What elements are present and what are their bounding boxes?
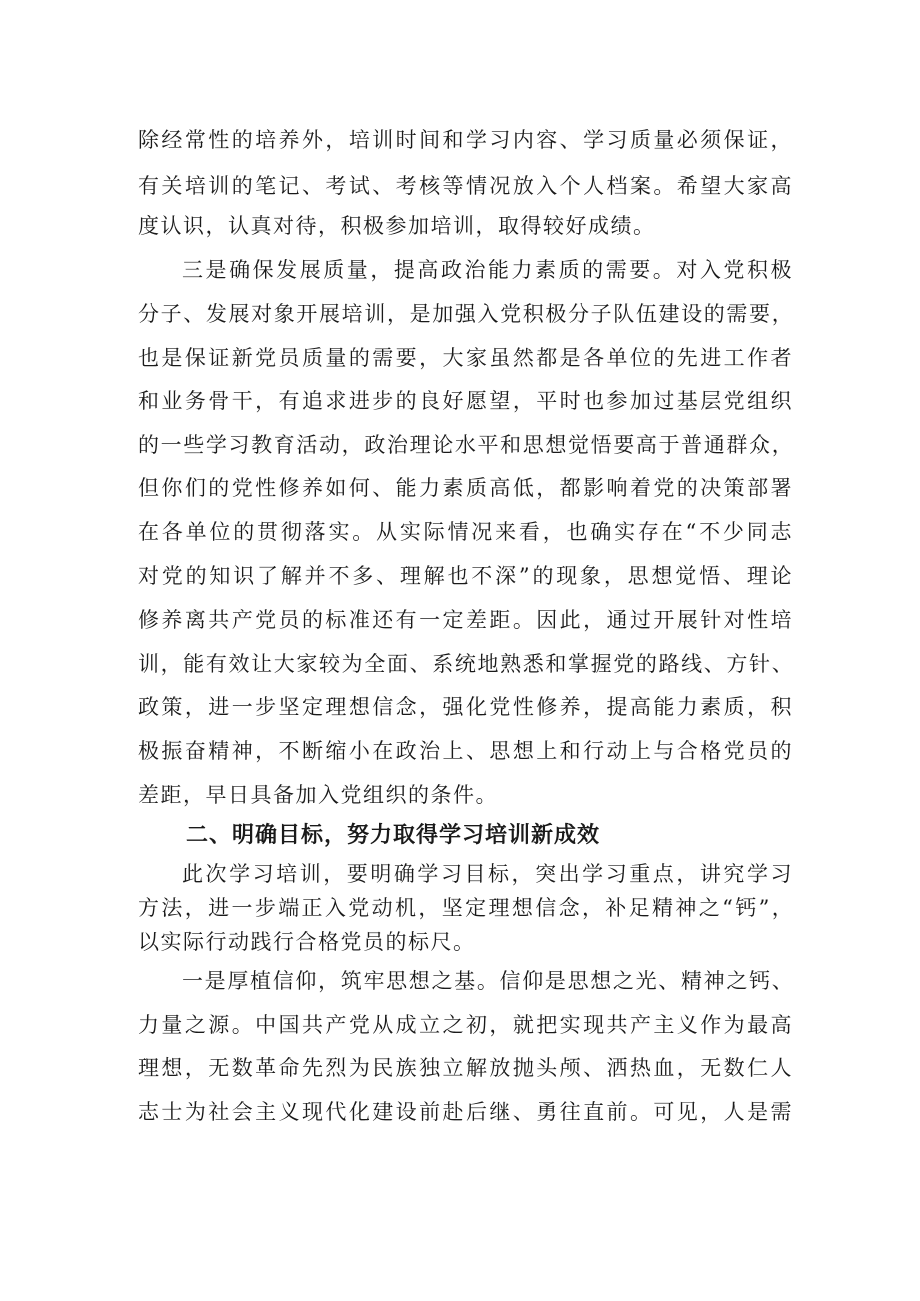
paragraph-line: 以实际行动践行合格党员的标尺。 <box>138 930 476 954</box>
paragraph-line: 分子、发展对象开展培训，是加强入党积极分子队伍建设的需要， <box>138 302 793 326</box>
paragraph-line: 也是保证新党员质量的需要，大家虽然都是各单位的先进工作者 <box>138 346 793 370</box>
paragraph-line: 和业务骨干，有追求进步的良好愿望，平时也参加过基层党组织 <box>138 389 793 413</box>
paragraph-line: 训，能有效让大家较为全面、系统地熟悉和掌握党的路线、方针、 <box>138 652 793 676</box>
paragraph-line: 的一些学习教育活动，政治理论水平和思想觉悟要高于普通群众， <box>138 433 793 457</box>
paragraph-line: 方法，进一步端正入党动机，坚定理想信念，补足精神之“钙”， <box>138 896 793 920</box>
paragraph-line: 修养离共产党员的标准还有一定差距。因此，通过开展针对性培 <box>138 608 793 632</box>
paragraph-line: 志士为社会主义现代化建设前赴后继、勇往直前。可见，人是需 <box>138 1100 793 1124</box>
paragraph-line: 政策，进一步坚定理想信念，强化党性修养，提高能力素质，积 <box>138 695 793 719</box>
paragraph-line: 差距，早日具备加入党组织的条件。 <box>138 783 498 807</box>
paragraph-line: 三是确保发展质量，提高政治能力素质的需要。对入党积极 <box>182 258 793 282</box>
section-heading: 二、明确目标，努力取得学习培训新成效 <box>186 823 601 848</box>
paragraph-line: 对党的知识了解并不多、理解也不深”的现象，思想觉悟、理论 <box>138 564 793 588</box>
paragraph-line: 在各单位的贯彻落实。从实际情况来看，也确实存在“不少同志 <box>138 520 793 544</box>
paragraph-line: 除经常性的培养外，培训时间和学习内容、学习质量必须保证， <box>138 128 793 152</box>
paragraph-line: 一是厚植信仰，筑牢思想之基。信仰是思想之光、精神之钙、 <box>182 969 793 993</box>
paragraph-line: 此次学习培训，要明确学习目标，突出学习重点，讲究学习 <box>182 862 793 886</box>
document-page <box>138 0 798 1301</box>
paragraph-line: 力量之源。中国共产党从成立之初，就把实现共产主义作为最高 <box>138 1013 793 1037</box>
paragraph-line: 度认识，认真对待，积极参加培训，取得较好成绩。 <box>138 214 656 238</box>
paragraph-line: 但你们的党性修养如何、能力素质高低，都影响着党的决策部署 <box>138 476 793 500</box>
paragraph-line: 理想，无数革命先烈为民族独立解放抛头颅、洒热血，无数仁人 <box>138 1056 793 1080</box>
paragraph-line: 极振奋精神，不断缩小在政治上、思想上和行动上与合格党员的 <box>138 739 793 763</box>
paragraph-line: 有关培训的笔记、考试、考核等情况放入个人档案。希望大家高 <box>138 174 793 198</box>
